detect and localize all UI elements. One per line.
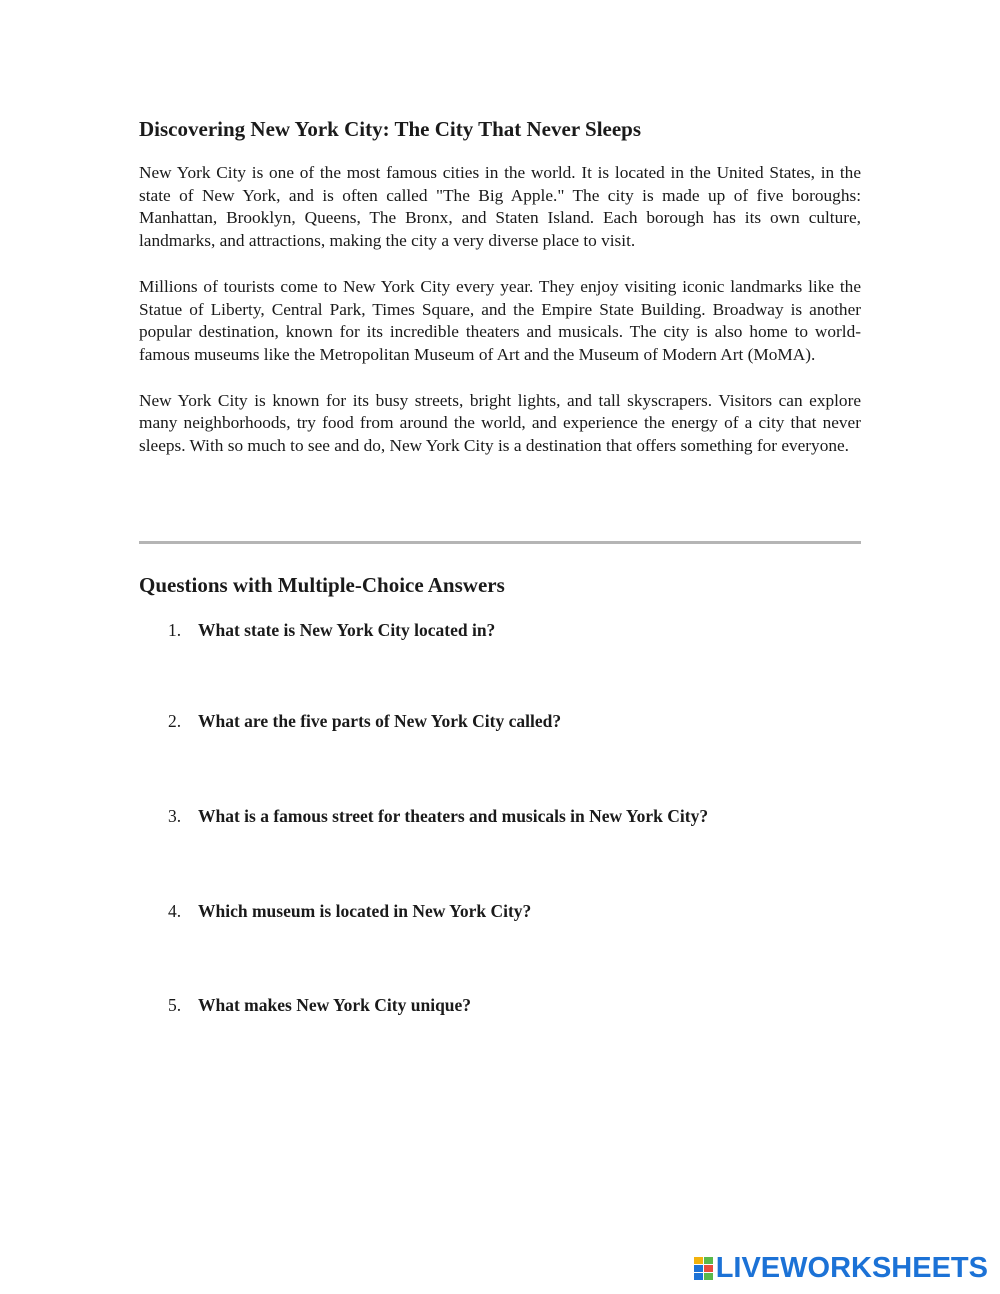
article-paragraph-1: New York City is one of the most famous cities in the world. It is located in the United States, in the state of New York, and is often called "The Big Apple." The city is made up of five boroughs: Manhattan, Brooklyn, Queens, The Bronx, and Staten Island. Each borough has its own culture, landmarks, and attractions, making the city a very diverse place to visit. — [139, 163, 861, 251]
question-text: What is a famous street for theaters and musicals in New York City? — [198, 806, 709, 826]
article-title: Discovering New York City: The City That Never Sleeps — [139, 117, 642, 141]
question-item-4 — [168, 899, 531, 923]
logo-block — [694, 1257, 703, 1264]
question-item-1 — [168, 618, 495, 642]
liveworksheets-logo-icon — [694, 1257, 713, 1280]
liveworksheets-logo[interactable] — [694, 1252, 988, 1284]
question-text: What makes New York City unique? — [198, 995, 472, 1015]
article-paragraph-2: Millions of tourists come to New York City every year. They enjoy visiting iconic landmarks like the Statue of Liberty, Central Park, Times Square, and the Empire State Building. Broadway is another popular destination, known for its incredible theaters and musicals. The city is also home to world-famous museums like the Metropolitan Museum of Art and the Museum of Modern Art (MoMA). — [139, 276, 861, 364]
article — [139, 114, 861, 481]
logo-block — [694, 1265, 703, 1272]
question-item-2 — [168, 709, 561, 733]
question-text: Which museum is located in New York City? — [198, 901, 532, 921]
questions-section — [139, 570, 861, 1015]
article-paragraph-3: New York City is known for its busy streets, bright lights, and tall skyscrapers. Visitors can explore many neighborhoods, try food from around the world, and experience the energy of a city that never sleeps. With so much to see and do, New York City is a destination that offers something for everyone. — [139, 390, 861, 456]
question-number: 2. — [168, 711, 182, 731]
logo-block — [704, 1273, 713, 1280]
logo-wordmark: LIVEWORKSHEETS — [715, 1252, 988, 1284]
questions-heading: Questions with Multiple-Choice Answers — [139, 573, 505, 597]
question-item-5 — [168, 993, 471, 1017]
question-item-3 — [168, 804, 708, 828]
question-number: 3. — [168, 806, 182, 826]
question-text: What state is New York City located in? — [198, 620, 496, 640]
question-number: 5. — [168, 995, 182, 1015]
logo-block — [704, 1257, 713, 1264]
question-text: What are the five parts of New York City called? — [198, 711, 562, 731]
question-number: 1. — [168, 620, 182, 640]
section-divider — [139, 541, 861, 544]
logo-block — [694, 1273, 703, 1280]
question-number: 4. — [168, 901, 182, 921]
logo-block — [704, 1265, 713, 1272]
